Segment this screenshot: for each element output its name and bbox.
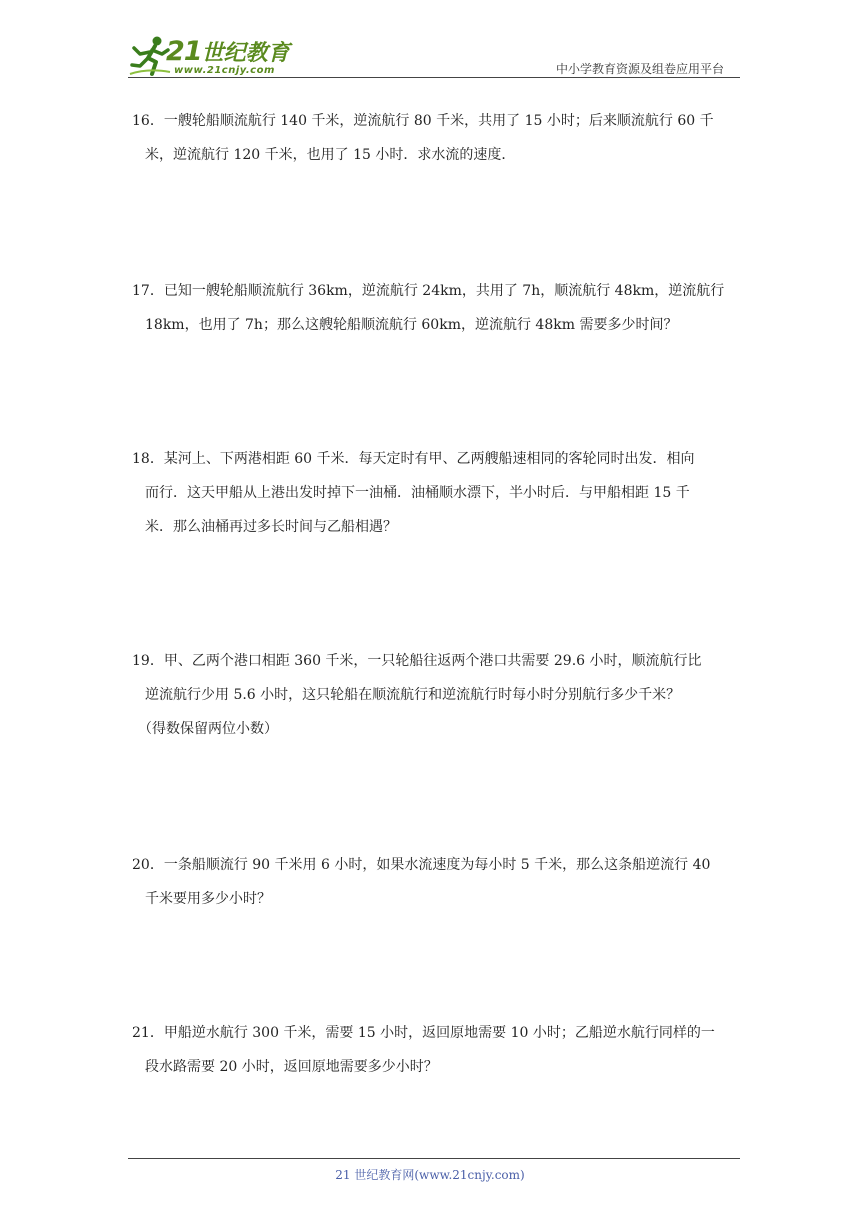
question-line: 千米要用多少小时？ xyxy=(145,891,271,907)
question-line: 19．甲、乙两个港口相距 360 千米，一只轮船往返两个港口共需要 29.6 小时，顺流航行比 xyxy=(132,653,702,669)
question-21 xyxy=(132,1016,732,1084)
question-line: 段水路需要 20 小时，返回原地需要多少小时？ xyxy=(145,1059,438,1075)
page-header xyxy=(128,30,740,78)
question-17 xyxy=(132,274,732,342)
question-18 xyxy=(132,442,732,544)
logo-text: 21世纪教育 xyxy=(166,36,290,67)
question-line: （得数保留两位小数） xyxy=(138,721,278,737)
question-line: 米．那么油桶再过多长时间与乙船相遇？ xyxy=(145,519,397,535)
question-line: 米，逆流航行 120 千米，也用了 15 小时．求水流的速度． xyxy=(145,147,516,163)
question-line: 17．已知一艘轮船顺流航行 36km，逆流航行 24km，共用了 7h，顺流航行 48km，逆流航行 xyxy=(132,283,725,299)
question-line: 16．一艘轮船顺流航行 140 千米，逆流航行 80 千米，共用了 15 小时；后来顺流航行 60 千 xyxy=(132,113,714,129)
question-line: 逆流航行少用 5.6 小时，这只轮船在顺流航行和逆流航行时每小时分别航行多少千米？ xyxy=(145,687,681,703)
platform-title: 中小学教育资源及组卷应用平台 xyxy=(555,62,724,76)
question-line: 21．甲船逆水航行 300 千米，需要 15 小时，返回原地需要 10 小时；乙船逆水航行同样的一 xyxy=(132,1025,715,1041)
question-line: 而行．这天甲船从上港出发时掉下一油桶．油桶顺水漂下，半小时后．与甲船相距 15 千 xyxy=(145,485,690,501)
question-19 xyxy=(132,644,732,746)
logo-url: www.21cnjy.com xyxy=(174,65,275,76)
question-line: 20．一条船顺流行 90 千米用 6 小时，如果水流速度为每小时 5 千米，那么这条船逆流行 40 xyxy=(132,857,711,873)
footer-divider xyxy=(128,1158,740,1159)
question-line: 18．某河上、下两港相距 60 千米．每天定时有甲、乙两艘船速相同的客轮同时出发．相向 xyxy=(132,451,695,467)
footer-link[interactable]: 21 世纪教育网(www.21cnjy.com) xyxy=(335,1168,525,1182)
question-line: 18km，也用了 7h；那么这艘轮船顺流航行 60km，逆流航行 48km 需要多少时间？ xyxy=(145,317,678,333)
question-20 xyxy=(132,848,732,916)
question-16 xyxy=(132,104,732,172)
header-divider xyxy=(128,77,740,78)
site-logo xyxy=(128,34,298,78)
